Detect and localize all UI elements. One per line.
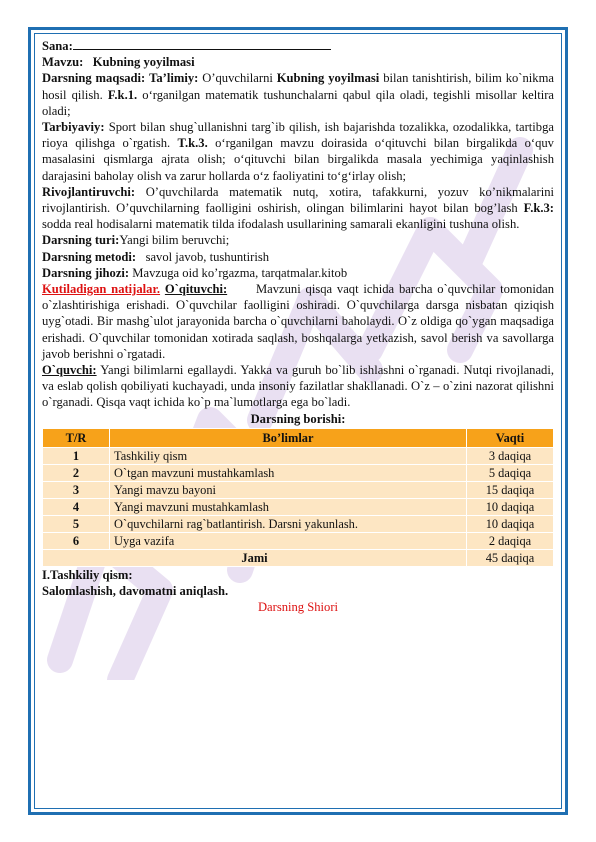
expected-results-label: Kutiladigan natijalar. <box>42 282 161 297</box>
date-blank <box>73 38 331 50</box>
header-sections: Bo’limlar <box>110 428 467 447</box>
lesson-motto: Darsning Shiori <box>257 600 339 615</box>
section-heading: I.Tashkiliy qism: <box>42 567 133 582</box>
total-value: 45 daqiqa <box>467 549 554 566</box>
topic-line: Mavzu: Kubning yoyilmasi <box>42 55 195 70</box>
topic-value: Kubning yoyilmasi <box>92 55 195 70</box>
table-row: 5 O`quvchilarni rag`batlantirish. Darsni yakunlash. 10 daqiqa <box>43 515 554 532</box>
header-time: Vaqti <box>467 428 554 447</box>
lesson-equipment: Darsning jihozi: Mavzuga oid ko’rgazma, tarqatmalar.kitob <box>42 265 348 280</box>
date-line: Sana: <box>42 38 554 54</box>
table-row: 4 Yangi mavzuni mustahkamlash 10 daqiqa <box>43 498 554 515</box>
developmental-goal: Rivojlantiruvchi: O’quvchilarda matematik nutq, xotira, tafakkurni, yozuv ko’nikmalarini rivojlantirish. O’quvchilarning faolligini oshirish, olingan bilimlarini hayot bilan bog’lash F.k.3: sodda real hodisalarni matematik tilda ifodalash usullarining samarali ekanligini tushuna olish. <box>42 184 554 232</box>
table-header-row <box>43 428 554 447</box>
expected-results-student: O`quvchi: Yangi bilimlarni egallaydi. Yakka va guruh bo`lib ishlashni o`rganadi. Nutqi rivojlanadi, va eslab qolish qobiliyati kuchayadi, unda insoniy fazilatlar shakllanadi. O`z – o`zini nazorat qilishni o`rganadi. Qisqa vaqt ichida ko`p ma`lumotlarga ega bo`ladi. <box>42 363 555 410</box>
table-row: 3 Yangi mavzu bayoni 15 daqiqa <box>43 481 554 498</box>
table-caption: Darsning borishi: <box>250 411 346 426</box>
header-number: T/R <box>43 428 110 447</box>
upbringing-goal: Tarbiyaviy: Sport bilan shug`ullanishni targ`ib qilish, ish bajarishda tozalikka, ozodalikka, tartibga rioya qilishga o`rgatish. T.k.3. o‘rganilgan mavzu doirasida o‘qituvchi bilan birgalikda o‘quv masalasini qismlarga ajrata olish; o‘qituvchi bilan birgalikda masala yechimiga yaqinlashish darajasini baholay olish va zarur hollarda o‘z faoliyatini to‘g‘irlay olish; <box>42 120 554 183</box>
table-row: 2 O`tgan mavzuni mustahkamlash 5 daqiqa <box>43 464 554 481</box>
expected-results-teacher: Kutiladigan natijalar. O`qituvchi: Mavzuni qisqa vaqt ichida barcha o`quvchilar tomonidan o`zlashtirishiga erishadi. O`quvchilar faolligini oshiradi. O`quvchilarga darsga nisbatan qiziqish uyg`otadi. Bir mashg`ulot jarayonida barcha o`quvchilarni baholaydi. O`z oldiga qo`ygan maqsadiga erishadi. O`quvchilar tomonidan xotirada saqlash, boshqalarga yetkazish, savol berish va savollarga javob berishni o`rgatadi. <box>42 282 555 361</box>
lesson-type: Darsning turi:Yangi bilim beruvchi; <box>42 233 230 248</box>
document-body <box>42 38 554 615</box>
total-label: Jami <box>43 549 467 566</box>
lesson-method: Darsning metodi: savol javob, tushuntirish <box>42 249 270 264</box>
lesson-plan-table <box>42 428 554 567</box>
greeting-line: Salomlashish, davomatni aniqlash. <box>42 584 229 599</box>
educational-goal: Darsning maqsadi: Ta’limiy: O’quvchilarni Kubning yoyilmasi bilan tanishtirish, bilim ko`nikma hosil qilish. F.k.1. o‘rganilgan matematik tushunchalarni qabul qila oladi, tegishli misollar keltira oladi; <box>42 71 555 118</box>
table-row: 6 Uyga vazifa 2 daqiqa <box>43 532 554 549</box>
table-total-row <box>43 549 554 566</box>
table-row: 1 Tashkiliy qism 3 daqiqa <box>43 447 554 464</box>
